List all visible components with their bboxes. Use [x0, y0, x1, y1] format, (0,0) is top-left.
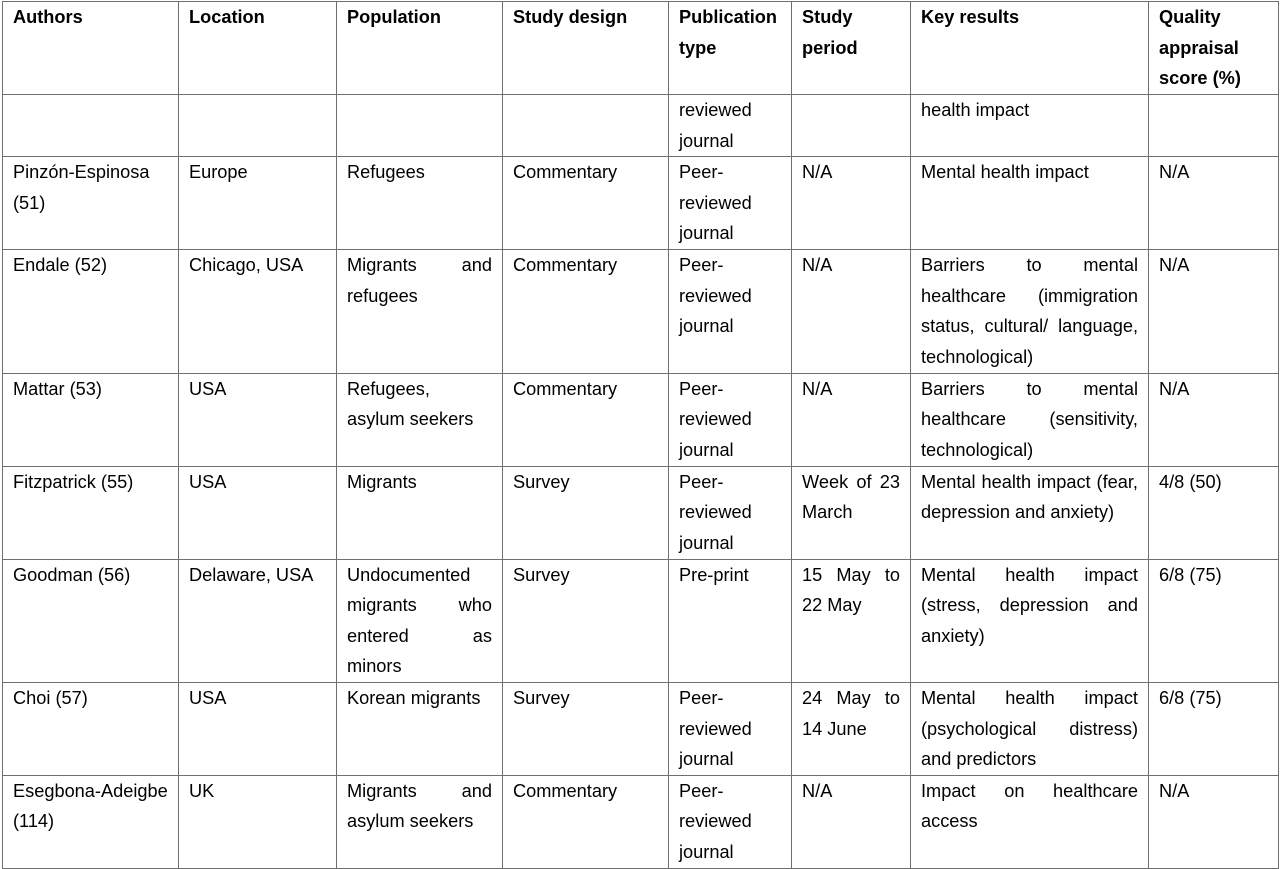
cell-population: Migrants and asylum seekers [337, 775, 503, 868]
header-row [3, 2, 1279, 95]
cell-period: N/A [792, 775, 911, 868]
header-study-design: Study design [503, 2, 669, 95]
cell [179, 95, 337, 157]
cell-design: Commentary [503, 373, 669, 466]
cell-location: USA [179, 466, 337, 559]
cell-author: Endale (52) [3, 250, 179, 373]
cell [792, 95, 911, 157]
cell-score: 6/8 (75) [1149, 682, 1279, 775]
table-row [3, 466, 1279, 559]
cell-score: N/A [1149, 250, 1279, 373]
cell-publication: Peer-reviewed journal [669, 250, 792, 373]
cell-author: Pinzón-Espinosa (51) [3, 157, 179, 250]
table-row [3, 373, 1279, 466]
cell-author: Goodman (56) [3, 559, 179, 682]
cell-design: Survey [503, 559, 669, 682]
cell-population: Refugees, asylum seekers [337, 373, 503, 466]
cell-design: Survey [503, 682, 669, 775]
cell [503, 95, 669, 157]
cell-publication: Peer-reviewed journal [669, 373, 792, 466]
cell-results: Mental health impact (fear, depression and anxiety) [911, 466, 1149, 559]
cell-location: Europe [179, 157, 337, 250]
cell-population: Migrants [337, 466, 503, 559]
cell-score: N/A [1149, 157, 1279, 250]
cell-author: Choi (57) [3, 682, 179, 775]
cell-period: N/A [792, 250, 911, 373]
cell-population: Korean migrants [337, 682, 503, 775]
cell-location: Chicago, USA [179, 250, 337, 373]
cell-design: Commentary [503, 157, 669, 250]
cell-design: Commentary [503, 250, 669, 373]
header-study-period: Study period [792, 2, 911, 95]
table-row [3, 775, 1279, 868]
cell-design: Commentary [503, 775, 669, 868]
cell: health impact [911, 95, 1149, 157]
cell [337, 95, 503, 157]
cell [1149, 95, 1279, 157]
cell-score: N/A [1149, 373, 1279, 466]
cell-location: UK [179, 775, 337, 868]
cell-design: Survey [503, 466, 669, 559]
cell-results: Barriers to mental healthcare (immigration status, cultural/ language, technological) [911, 250, 1149, 373]
cell-author: Esegbona-Adeigbe (114) [3, 775, 179, 868]
cell-publication: Peer-reviewed journal [669, 466, 792, 559]
cell-results: Mental health impact [911, 157, 1149, 250]
table-row [3, 157, 1279, 250]
cell: reviewed journal [669, 95, 792, 157]
header-publication-type: Publication type [669, 2, 792, 95]
cell [3, 95, 179, 157]
cell-author: Fitzpatrick (55) [3, 466, 179, 559]
cell-population: Undocumented migrants who entered as minors [337, 559, 503, 682]
cell-period: 24 May to 14 June [792, 682, 911, 775]
header-authors: Authors [3, 2, 179, 95]
cell-location: Delaware, USA [179, 559, 337, 682]
cell-period: N/A [792, 373, 911, 466]
cell-publication: Peer-reviewed journal [669, 775, 792, 868]
header-key-results: Key results [911, 2, 1149, 95]
cell-population: Migrants and refugees [337, 250, 503, 373]
cell-location: USA [179, 373, 337, 466]
cell-location: USA [179, 682, 337, 775]
cell-results: Mental health impact (stress, depression and anxiety) [911, 559, 1149, 682]
cell-score: 6/8 (75) [1149, 559, 1279, 682]
table-row [3, 682, 1279, 775]
cell-author: Mattar (53) [3, 373, 179, 466]
cell-results: Mental health impact (psychological distress) and predictors [911, 682, 1149, 775]
cell-publication: Peer-reviewed journal [669, 682, 792, 775]
cell-population: Refugees [337, 157, 503, 250]
cell-results: Barriers to mental healthcare (sensitivity, technological) [911, 373, 1149, 466]
table-row-continued [3, 95, 1279, 157]
cell-publication: Peer-reviewed journal [669, 157, 792, 250]
table-row [3, 250, 1279, 373]
review-table [2, 1, 1279, 869]
cell-score: 4/8 (50) [1149, 466, 1279, 559]
header-quality-score: Quality appraisal score (%) [1149, 2, 1279, 95]
cell-results: Impact on healthcare access [911, 775, 1149, 868]
table-row [3, 559, 1279, 682]
cell-period: N/A [792, 157, 911, 250]
cell-publication: Pre-print [669, 559, 792, 682]
header-population: Population [337, 2, 503, 95]
cell-period: Week of 23 March [792, 466, 911, 559]
header-location: Location [179, 2, 337, 95]
cell-score: N/A [1149, 775, 1279, 868]
cell-period: 15 May to 22 May [792, 559, 911, 682]
